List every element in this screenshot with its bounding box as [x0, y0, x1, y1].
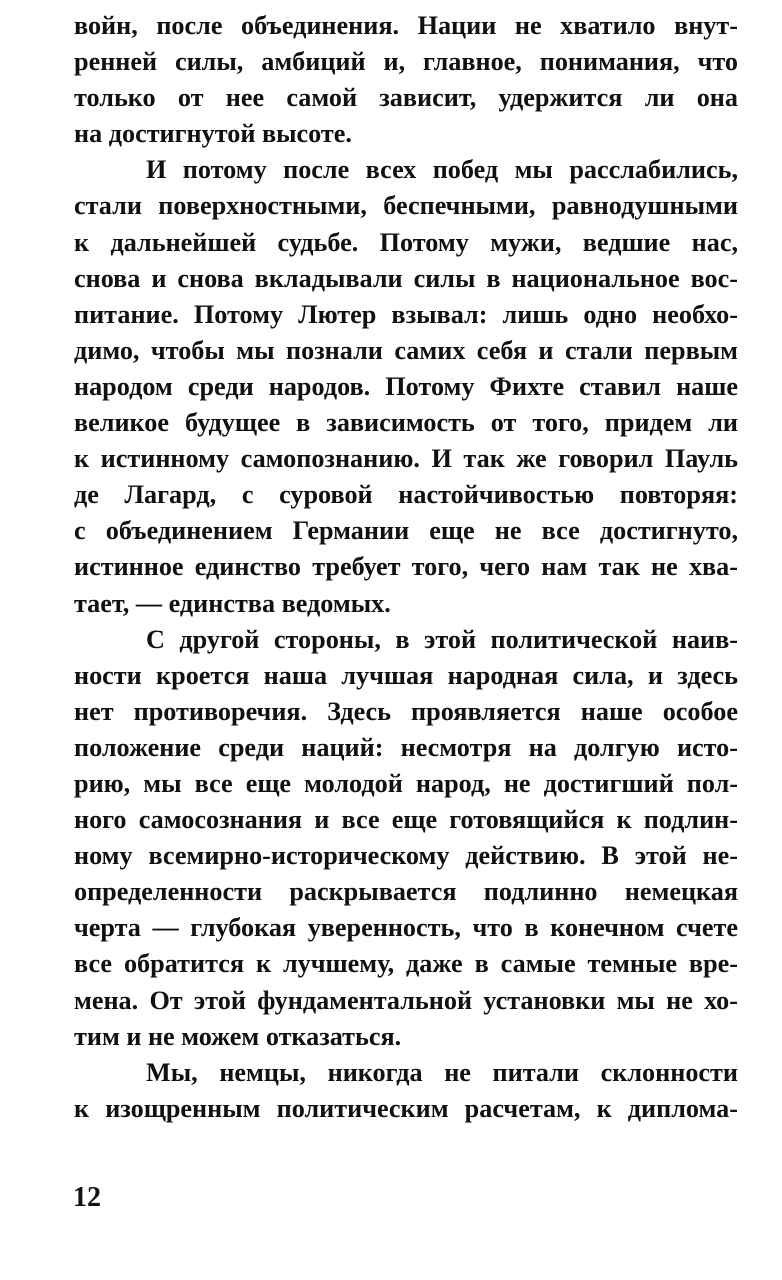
text-line: питание. Потому Лютер взывал: лишь одно необхо- — [74, 299, 738, 329]
text-line: нет противоречия. Здесь проявляется наше особое — [74, 696, 738, 726]
text-line: с объединением Германии еще не все достигнуто, — [74, 516, 738, 546]
text-line: ности кроется наша лучшая народная сила, и здесь — [74, 660, 738, 690]
text-line: великое будущее в зависимость от того, придем ли — [74, 408, 738, 438]
text-line: ренней силы, амбиций и, главное, понимания, что — [74, 47, 738, 77]
text-line: к изощренным политическим расчетам, к диплома- — [74, 1093, 738, 1123]
text-line: определенности раскрывается подлинно немецкая — [74, 877, 738, 907]
text-line: тим и не можем отказаться. — [74, 1021, 402, 1051]
text-line: черта — глубокая уверенность, что в конечном счете — [74, 913, 738, 943]
text-line: только от нее самой зависит, удержится ли она — [74, 83, 738, 113]
body-text — [74, 8, 738, 1127]
text-line: тает, — единства ведомых. — [74, 588, 391, 618]
text-line: положение среди наций: несмотря на долгую исто- — [74, 732, 738, 762]
text-line: истинное единство требует того, чего нам так не хва- — [74, 552, 738, 582]
text-line: ному всемирно-историческому действию. В этой не- — [74, 841, 738, 871]
text-line: народом среди народов. Потому Фихте ставил наше — [74, 371, 738, 401]
page-number: 12 — [73, 1182, 101, 1213]
text-line: войн, после объединения. Нации не хватило внут- — [74, 11, 738, 40]
text-line: И потому после всех побед мы расслабились, — [146, 155, 738, 185]
text-line: рию, мы все еще молодой народ, не достигший пол- — [74, 768, 738, 798]
text-line: все обратится к лучшему, даже в самые темные вре- — [74, 949, 738, 979]
text-line: стали поверхностными, беспечными, равнодушными — [74, 191, 738, 221]
text-line: мена. От этой фундаментальной установки мы не хо- — [74, 985, 738, 1015]
text-line: снова и снова вкладывали силы в национальное вос- — [74, 263, 738, 293]
text-line: на достигнутой высоте. — [74, 119, 352, 149]
text-line: де Лагард, с суровой настойчивостью повторяя: — [74, 480, 738, 510]
text-line: к дальнейшей судьбе. Потому мужи, ведшие нас, — [74, 227, 738, 257]
text-line: димо, чтобы мы познали самих себя и стали первым — [74, 335, 738, 365]
text-line: ного самосознания и все еще готовящийся к подлин- — [74, 805, 738, 835]
text-line: Мы, немцы, никогда не питали склонности — [146, 1057, 738, 1087]
text-line: С другой стороны, в этой политической наив- — [146, 624, 738, 654]
text-line: к истинному самопознанию. И так же говорил Пауль — [74, 444, 738, 474]
